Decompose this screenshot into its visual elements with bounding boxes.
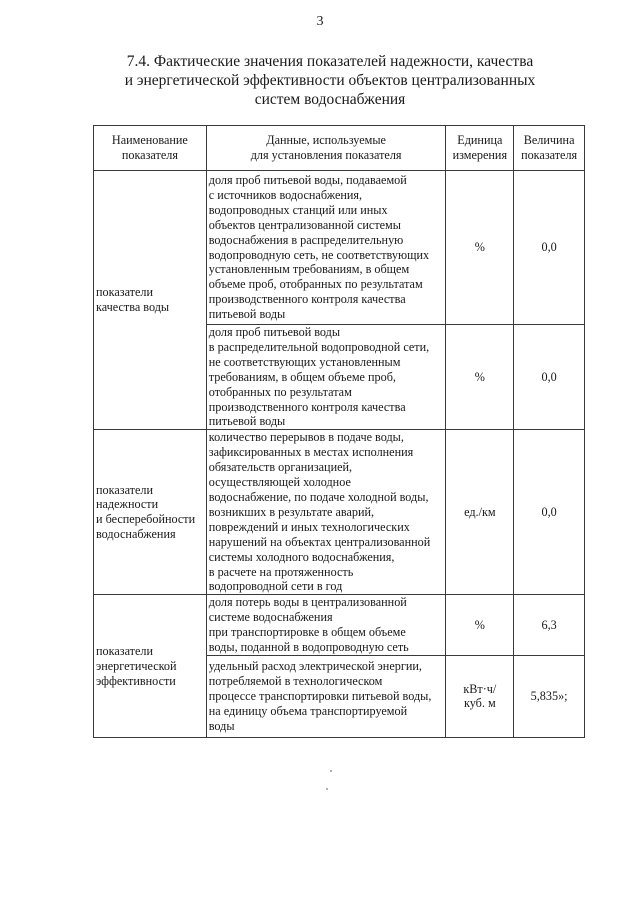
- indicator-value: 0,0: [514, 430, 585, 595]
- table-row: [94, 430, 585, 595]
- indicator-description: доля проб питьевой воды, подаваемой с источников водоснабжения, водопроводных станций или иных объектов централизованной системы водоснабжения в распределительную водопроводную сеть, не соответствующих установленным требованиям, в общем объеме проб, отобранных по результатам производственного контроля качества питьевой воды: [206, 171, 446, 325]
- indicator-description: доля потерь воды в централизованной системе водоснабжения при транспортировке в общем объеме воды, поданной в водопроводную сеть: [206, 595, 446, 656]
- table-row: [94, 171, 585, 325]
- indicator-unit: %: [446, 595, 514, 656]
- header-unit: Единица измерения: [446, 126, 514, 171]
- header-data-used: Данные, используемые для установления показателя: [206, 126, 446, 171]
- heading-line: 7.4. Фактические значения показателей надежности, качества: [126, 53, 534, 70]
- indicator-unit: %: [446, 325, 514, 430]
- section-heading: [60, 52, 600, 109]
- indicator-description: количество перерывов в подаче воды, зафиксированных в местах исполнения обязательств организацией, осуществляющей холодное водоснабжение, по подаче холодной воды, возникших в результате аварий, повреждений и иных технологических нарушений на объектах централизованной системы холодного водоснабжения, в расчете на протяженность водопроводной сети в год: [206, 430, 446, 595]
- scan-speck: [330, 770, 332, 772]
- indicator-value: 0,0: [514, 325, 585, 430]
- indicator-group-name: показатели энергетической эффективности: [94, 595, 207, 738]
- indicator-group-name: показатели качества воды: [94, 171, 207, 430]
- header-value: Величина показателя: [514, 126, 585, 171]
- scan-speck: [326, 788, 328, 790]
- indicator-value: 5,835»;: [514, 655, 585, 737]
- indicators-table: [93, 125, 585, 738]
- indicator-group-name: показатели надежности и бесперебойности водоснабжения: [94, 430, 207, 595]
- indicator-unit: %: [446, 171, 514, 325]
- indicator-unit: кВт·ч/ куб. м: [446, 655, 514, 737]
- indicator-description: удельный расход электрической энергии, потребляемой в технологическом процессе транспортировки питьевой воды, на единицу объема транспортируемой воды: [206, 655, 446, 737]
- indicator-value: 6,3: [514, 595, 585, 656]
- indicator-unit: ед./км: [446, 430, 514, 595]
- header-row: [94, 126, 585, 171]
- heading-line: и энергетической эффективности объектов централизованных: [124, 72, 536, 89]
- table-row: [94, 595, 585, 656]
- indicator-description: доля проб питьевой воды в распределительной водопроводной сети, не соответствующих установленным требованиям, в общем объеме проб, отобранных по результатам производственного контроля качества питьевой воды: [206, 325, 446, 430]
- indicator-value: 0,0: [514, 171, 585, 325]
- heading-line: систем водоснабжения: [254, 91, 406, 108]
- page-number: 3: [316, 14, 324, 29]
- header-indicator-name: Наименование показателя: [94, 126, 207, 171]
